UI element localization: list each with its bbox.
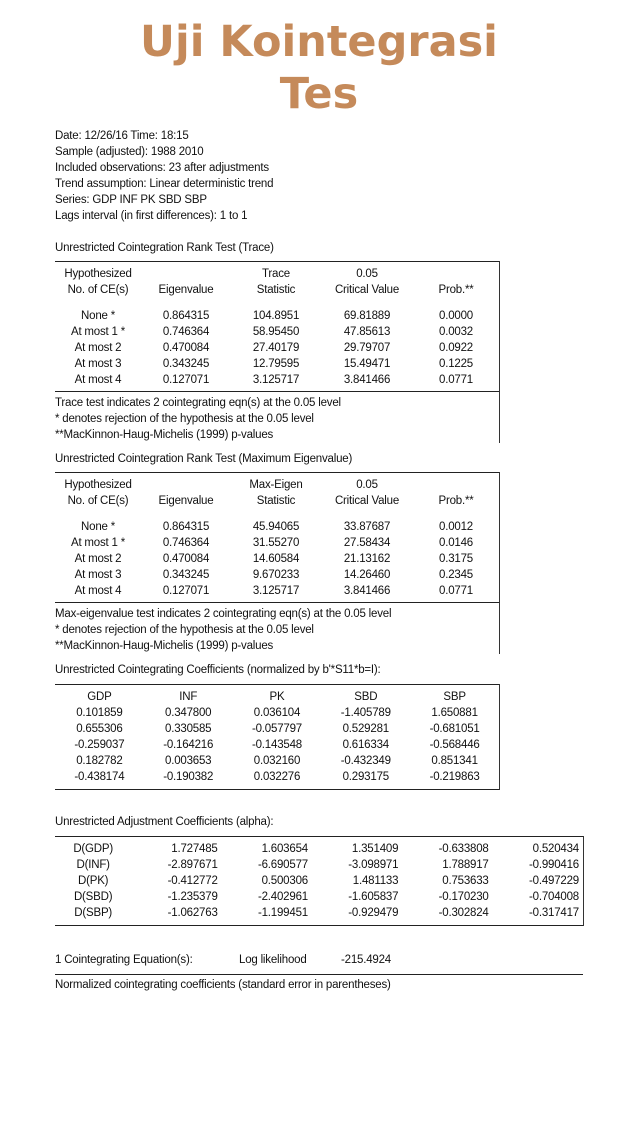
table-cell: 31.55270 (252, 537, 300, 549)
trace-note-1: Trace test indicates 2 cointegrating eqn(s) at the 0.05 level (55, 397, 341, 409)
table-cell: Critical Value (334, 284, 400, 296)
table-cell: At most 2 (74, 342, 122, 354)
table-cell: No. of CE(s) (67, 284, 129, 296)
table-cell: 0.127071 (162, 585, 210, 597)
table-cell: 0.3175 (439, 553, 473, 565)
table-cell: 104.8951 (252, 310, 300, 322)
table-cell (141, 266, 231, 282)
coef-title: Unrestricted Cointegrating Coefficients (normalized by b'*S11*b=I): (55, 664, 381, 676)
table-cell: 0.864315 (162, 310, 210, 322)
table-cell: 3.841466 (343, 374, 391, 386)
table-cell: No. of CE(s) (67, 495, 129, 507)
table-cell: 1.650881 (431, 707, 478, 719)
table-row (55, 372, 499, 388)
table-row (55, 769, 499, 785)
table-cell: At most 4 (74, 585, 122, 597)
table-row (55, 535, 499, 551)
table-cell: 45.94065 (252, 521, 300, 533)
table-cell: 1.603654 (261, 843, 308, 855)
table-cell: -1.062763 (167, 907, 218, 919)
table-cell: SBD (354, 691, 378, 703)
table-cell: None * (81, 521, 115, 533)
table-cell: -0.990416 (529, 859, 579, 871)
table-header-row (55, 266, 499, 282)
maxeig-note-2: * denotes rejection of the hypothesis at the 0.05 level (55, 624, 314, 636)
table-cell: -2.897671 (167, 859, 218, 871)
table-cell: INF (179, 691, 198, 703)
adj-title: Unrestricted Adjustment Coefficients (alpha): (55, 816, 274, 828)
table-cell: 9.670233 (252, 569, 300, 581)
table-cell: 47.85613 (343, 326, 391, 338)
table-cell: -1.605837 (348, 891, 399, 903)
table-row (55, 889, 583, 905)
table-cell: -0.219863 (429, 771, 480, 783)
table-row (55, 737, 499, 753)
table-cell (141, 477, 231, 493)
table-cell: 0.500306 (261, 875, 308, 887)
table-cell: GDP (87, 691, 112, 703)
table-cell: -0.704008 (529, 891, 579, 903)
table-cell: 0.470084 (162, 553, 210, 565)
table-cell: 15.49471 (343, 358, 391, 370)
table-cell: 0.529281 (342, 723, 389, 735)
table-row (55, 567, 499, 583)
table-cell: -0.302824 (438, 907, 489, 919)
table-cell: At most 1 * (70, 537, 126, 549)
table-header-row (55, 689, 499, 705)
row-label: D(INF) (76, 859, 110, 871)
table-cell: -0.633808 (438, 843, 489, 855)
table-row (55, 324, 499, 340)
adj-section (55, 836, 584, 926)
table-cell: -1.235379 (167, 891, 218, 903)
sample-line: Sample (adjusted): 1988 2010 (55, 146, 204, 158)
table-cell: 1.727485 (171, 843, 218, 855)
table-cell: Max-Eigen (249, 479, 303, 491)
table-cell: 0.182782 (76, 755, 123, 767)
trace-table (55, 266, 499, 388)
table-cell: -0.412772 (167, 875, 218, 887)
table-cell: -0.438174 (74, 771, 125, 783)
table-cell: Hypothesized (64, 479, 132, 491)
table-cell: 0.293175 (342, 771, 389, 783)
table-row (55, 841, 583, 857)
table-cell: 0.036104 (253, 707, 301, 719)
table-cell: 0.0771 (439, 585, 473, 597)
table-row (55, 873, 583, 889)
table-cell: 14.60584 (252, 553, 300, 565)
table-cell: 0.753633 (442, 875, 489, 887)
table-header-row (55, 282, 499, 298)
table-cell: 12.79595 (252, 358, 300, 370)
table-cell: 0.864315 (162, 521, 210, 533)
table-cell: 0.0771 (439, 374, 473, 386)
table-cell: -0.929479 (348, 907, 399, 919)
table-cell: 1.481133 (352, 875, 399, 887)
table-cell: 14.26460 (343, 569, 391, 581)
table-cell: Critical Value (334, 495, 400, 507)
table-cell: -6.690577 (257, 859, 308, 871)
coef-section (55, 684, 500, 790)
eviews-output (55, 128, 638, 991)
table-cell: -3.098971 (348, 859, 399, 871)
table-cell: -1.405789 (340, 707, 391, 719)
table-header-row (55, 477, 499, 493)
row-label: D(SBD) (73, 891, 113, 903)
table-cell: At most 4 (74, 374, 122, 386)
table-cell: Hypothesized (64, 268, 132, 280)
table-row (55, 905, 583, 921)
table-cell: 0.05 (356, 268, 378, 280)
table-cell: 0.616334 (342, 739, 389, 751)
cutoff-line-wrap (55, 977, 638, 991)
table-cell: At most 3 (74, 569, 122, 581)
table-cell: 27.58434 (343, 537, 391, 549)
table-cell: 0.470084 (162, 342, 210, 354)
table-cell: 0.347800 (165, 707, 212, 719)
table-cell: -0.568446 (429, 739, 480, 751)
series-line: Series: GDP INF PK SBD SBP (55, 194, 207, 206)
table-cell: 27.40179 (252, 342, 300, 354)
table-cell: 0.127071 (162, 374, 210, 386)
table-cell: 69.81889 (343, 310, 391, 322)
table-cell: Eigenvalue (158, 495, 214, 507)
table-cell: At most 1 * (70, 326, 126, 338)
table-cell: -0.317417 (529, 907, 579, 919)
table-cell: -0.057797 (251, 723, 302, 735)
observations-line: Included observations: 23 after adjustments (55, 162, 269, 174)
table-cell: PK (269, 691, 285, 703)
log-likelihood-label: Log likelihood (239, 954, 307, 966)
table-cell: 29.79707 (343, 342, 391, 354)
table-cell: 0.1225 (439, 358, 473, 370)
table-cell: Eigenvalue (158, 284, 214, 296)
row-label: D(GDP) (73, 843, 113, 855)
table-cell: 0.032276 (253, 771, 301, 783)
slide-title-line1: Uji Kointegrasi (140, 17, 498, 67)
table-cell: At most 3 (74, 358, 122, 370)
table-cell: Trace (262, 268, 290, 280)
table-cell: 33.87687 (343, 521, 391, 533)
table-cell: 0.330585 (165, 723, 212, 735)
trace-section (55, 261, 500, 443)
table-cell: 0.0012 (439, 521, 473, 533)
table-row (55, 753, 499, 769)
table-row (55, 705, 499, 721)
table-cell: -0.170230 (438, 891, 489, 903)
trend-line: Trend assumption: Linear deterministic trend (55, 178, 274, 190)
table-cell: None * (81, 310, 115, 322)
maxeig-note-1: Max-eigenvalue test indicates 2 cointegrating eqn(s) at the 0.05 level (55, 608, 392, 620)
table-cell: 58.95450 (252, 326, 300, 338)
log-likelihood-value: -215.4924 (341, 954, 391, 966)
table-cell: 0.101859 (76, 707, 123, 719)
table-cell: 0.655306 (76, 723, 123, 735)
lags-line: Lags interval (in first differences): 1 to 1 (55, 210, 248, 222)
table-cell: 0.0032 (439, 326, 473, 338)
table-cell: Statistic (256, 495, 296, 507)
table-cell: 0.05 (356, 479, 378, 491)
table-cell: Prob.** (438, 495, 474, 507)
table-cell: 0.003653 (165, 755, 212, 767)
table-cell: 0.520434 (532, 843, 579, 855)
table-cell: 3.841466 (343, 585, 391, 597)
table-row (55, 356, 499, 372)
table-row (55, 308, 499, 324)
row-label: D(SBP) (74, 907, 113, 919)
table-cell: 3.125717 (252, 374, 300, 386)
table-cell: -0.164216 (163, 739, 214, 751)
row-label: D(PK) (78, 875, 109, 887)
table-cell (413, 477, 499, 493)
table-row (55, 857, 583, 873)
coef-table (55, 689, 499, 785)
table-row (55, 340, 499, 356)
eq-label: 1 Cointegrating Equation(s): (55, 954, 193, 966)
table-cell: -0.259037 (74, 739, 125, 751)
table-row (55, 519, 499, 535)
table-cell: Statistic (256, 284, 296, 296)
table-cell: -0.190382 (163, 771, 214, 783)
table-cell: -0.432349 (340, 755, 391, 767)
table-cell: 1.788917 (442, 859, 489, 871)
table-header-row (55, 493, 499, 509)
table-cell (413, 266, 499, 282)
table-cell: -0.681051 (429, 723, 480, 735)
table-cell: Prob.** (438, 284, 474, 296)
maxeig-table (55, 477, 499, 599)
slide-title-line2: Tes (279, 69, 359, 119)
table-cell: 3.125717 (252, 585, 300, 597)
table-cell: 21.13162 (343, 553, 391, 565)
table-cell: -2.402961 (257, 891, 308, 903)
table-cell: 0.2345 (439, 569, 473, 581)
table-cell: -0.497229 (529, 875, 579, 887)
trace-note-3: **MacKinnon-Haug-Michelis (1999) p-values (55, 429, 274, 441)
table-cell: 0.746364 (162, 537, 210, 549)
table-cell: 0.0922 (439, 342, 473, 354)
table-cell: 0.0146 (439, 537, 473, 549)
table-cell: 0.746364 (162, 326, 210, 338)
table-cell: 0.343245 (162, 358, 210, 370)
trace-note-2: * denotes rejection of the hypothesis at the 0.05 level (55, 413, 314, 425)
maxeig-title: Unrestricted Cointegration Rank Test (Maximum Eigenvalue) (55, 453, 353, 465)
table-cell: 0.343245 (162, 569, 210, 581)
cutoff-line: Normalized cointegrating coefficients (standard error in parentheses) (55, 979, 391, 991)
table-row (55, 721, 499, 737)
table-cell: At most 2 (74, 553, 122, 565)
cointegrating-equation-line (55, 952, 638, 968)
date-line: Date: 12/26/16 Time: 18:15 (55, 130, 189, 142)
table-row (55, 583, 499, 599)
table-row (55, 551, 499, 567)
table-cell: -1.199451 (257, 907, 308, 919)
adj-table (55, 841, 583, 921)
table-cell: 1.351409 (351, 843, 399, 855)
maxeig-note-3: **MacKinnon-Haug-Michelis (1999) p-values (55, 640, 274, 652)
table-cell: SBP (443, 691, 466, 703)
maxeig-section (55, 472, 500, 654)
table-cell: 0.0000 (439, 310, 473, 322)
table-cell: 0.032160 (253, 755, 301, 767)
trace-title: Unrestricted Cointegration Rank Test (Trace) (55, 242, 274, 254)
table-cell: 0.851341 (431, 755, 478, 767)
table-cell: -0.143548 (251, 739, 302, 751)
